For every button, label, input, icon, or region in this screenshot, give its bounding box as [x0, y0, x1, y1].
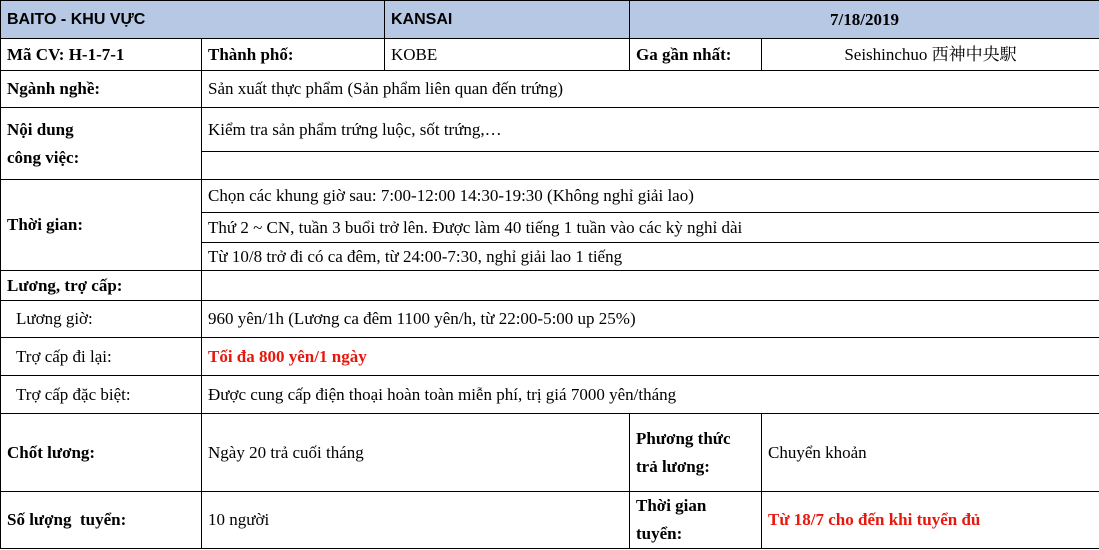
job-code: Mã CV: H-1-7-1: [1, 39, 202, 71]
special-allowance-row: [1, 376, 1099, 414]
cutoff-label: Chốt lương:: [1, 414, 202, 492]
pay-method-label-line1: Phương thức: [636, 428, 731, 448]
schedule-line: Thứ 2 ~ CN, tuần 3 buổi trở lên. Được làm 40 tiếng 1 tuần vào các kỳ nghỉ dài: [202, 213, 1099, 243]
job-content-row: [1, 108, 1099, 152]
city-value: KOBE: [385, 39, 630, 71]
pay-method-label: [630, 414, 762, 492]
recruit-period-label-line2: tuyển:: [636, 524, 683, 543]
city-label: Thành phố:: [202, 39, 385, 71]
region-label: KANSAI: [385, 1, 630, 39]
sheet-title: BAITO - KHU VỰC: [1, 1, 385, 39]
recruit-period-label: [630, 492, 762, 549]
special-value: Được cung cấp điện thoại hoàn toàn miễn phí, trị giá 7000 yên/tháng: [202, 376, 1099, 414]
hourly-value: 960 yên/1h (Lương ca đêm 1100 yên/h, từ 22:00-5:00 up 25%): [202, 301, 1099, 338]
recruit-period-value: Từ 18/7 cho đến khi tuyển đủ: [762, 492, 1099, 549]
industry-label: Ngành nghề:: [1, 71, 202, 108]
job-content-label-line2: công việc:: [7, 147, 80, 167]
pay-method-label-line2: trả lương:: [636, 456, 710, 476]
hourly-label: Lương giờ:: [1, 301, 202, 338]
salary-blank: [202, 271, 1099, 301]
header-row: [1, 1, 1099, 39]
industry-value: Sản xuất thực phẩm (Sản phẩm liên quan đến trứng): [202, 71, 1099, 108]
station-value: Seishinchuo 西神中央駅: [762, 39, 1099, 71]
transport-label: Trợ cấp đi lại:: [1, 338, 202, 376]
schedule-line: Chọn các khung giờ sau: 7:00-12:00 14:30-19:30 (Không nghỉ giải lao): [202, 180, 1099, 213]
recruit-row: [1, 492, 1099, 549]
transport-row: [1, 338, 1099, 376]
station-label: Ga gần nhất:: [630, 39, 762, 71]
job-content-label: [1, 108, 202, 180]
hourly-row: [1, 301, 1099, 338]
sheet-date: 7/18/2019: [630, 1, 1099, 39]
job-content-label-line1: Nội dung: [7, 119, 74, 139]
industry-row: [1, 71, 1099, 108]
info-row: [1, 39, 1099, 71]
schedule-label: Thời gian:: [1, 180, 202, 271]
schedule-row-1: [1, 180, 1099, 213]
salary-header-row: [1, 271, 1099, 301]
recruit-count-label: Số lượng tuyển:: [1, 492, 202, 549]
payroll-row: [1, 414, 1099, 492]
job-content-blank: [202, 152, 1099, 180]
salary-label: Lương, trợ cấp:: [1, 271, 202, 301]
job-content-value: Kiểm tra sản phẩm trứng luộc, sốt trứng,…: [202, 108, 1099, 152]
recruit-count-value: 10 người: [202, 492, 630, 549]
special-label: Trợ cấp đặc biệt:: [1, 376, 202, 414]
pay-method-value: Chuyển khoản: [762, 414, 1099, 492]
transport-value: Tối đa 800 yên/1 ngày: [202, 338, 1099, 376]
schedule-line: Từ 10/8 trở đi có ca đêm, từ 24:00-7:30, nghỉ giải lao 1 tiếng: [202, 243, 1099, 271]
recruit-period-label-line1: Thời gian: [636, 496, 707, 515]
cutoff-value: Ngày 20 trả cuối tháng: [202, 414, 630, 492]
